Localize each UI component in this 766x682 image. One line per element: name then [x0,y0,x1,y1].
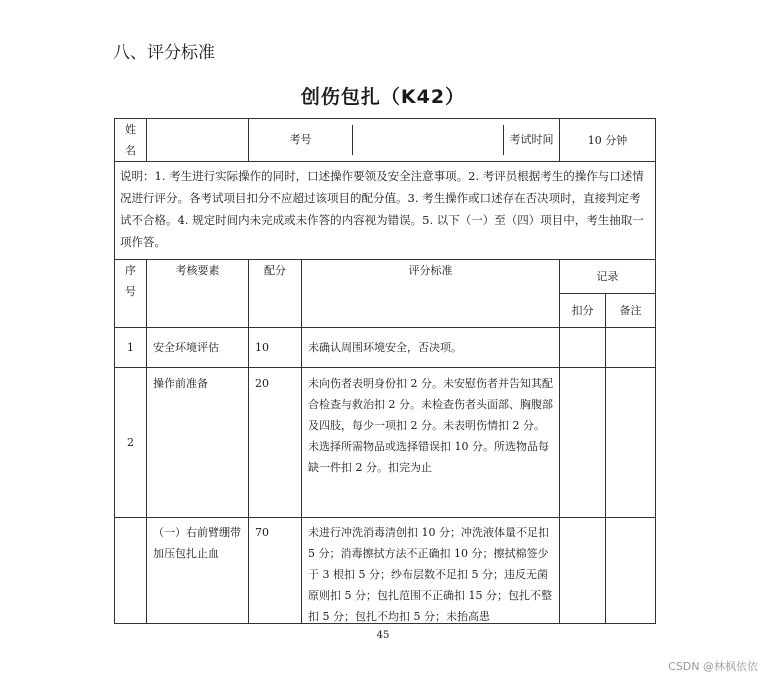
time-label: 考试时间 [509,133,554,146]
row-criteria [302,518,560,624]
row-deduct [560,328,606,368]
row-element: （一）右前臂绷带加压包扎止血 [147,518,249,624]
info-row [115,119,656,162]
row-remark [606,518,656,624]
page-number: 45 [376,630,390,641]
document-title: 创伤包扎（K42） [300,86,466,108]
table-row [115,328,656,368]
row-remark [606,368,656,518]
header-element: 考核要素 [147,260,249,328]
row-points: 10 [249,328,302,368]
row-seq: 2 [115,368,147,518]
header-row [115,260,656,294]
header-points: 配分 [249,260,302,328]
name-label: 姓名 [115,119,147,162]
row-criteria: 未向伤者表明身份扣 2 分。未安慰伤者并告知其配合检查与救治扣 2 分。未检查伤者头面部、胸腹部及四肢，每少一项扣 2 分。未表明伤情扣 2 分。未选择所需物品或选择错误扣 10 分。所选物品每缺一件扣 2 分。扣完为止 [302,368,560,518]
exam-no-label: 考号 [249,125,353,155]
header-record: 记录 [560,260,656,294]
row-seq [115,518,147,624]
row-criteria: 未确认周围环境安全，否决项。 [302,328,560,368]
exam-no-value [353,125,504,155]
time-value: 10 分钟 [560,119,656,162]
section-heading: 八、评分标准 [113,43,215,63]
header-remark: 备注 [606,294,656,328]
exam-no-group [249,119,560,162]
instructions-row [115,162,656,260]
scoring-table [114,118,656,624]
row-points: 20 [249,368,302,518]
row-remark [606,328,656,368]
header-seq: 序号 [115,260,147,328]
instructions-text: 说明：1. 考生进行实际操作的同时，口述操作要领及安全注意事项。2. 考评员根据考生的操作与口述情况进行评分。各考试项目扣分不应超过该项目的配分值。3. 考生操作或口述存在否决项时，直接判定考试不合格。4. 规定时间内未完成或未作答的内容视为错误。5. 以下（一）至（四）项目中，考生抽取一项作答。 [115,162,656,260]
row-element: 安全环境评估 [147,328,249,368]
row-criteria-text: 未进行冲洗消毒清创扣 10 分；冲洗液体量不足扣 5 分；消毒擦拭方法不正确扣 10 分；擦拭棉签少于 3 根扣 5 分；纱布层数不足扣 5 分；违反无菌原则扣 5 分；包扎范围不正确扣 15 分；包扎不整扣 5 分；包扎不均扣 5 分；未抬高患 [308,526,552,623]
name-value [147,119,249,162]
table-row [115,368,656,518]
header-criteria: 评分标准 [302,260,560,328]
watermark: CSDN @林枫依依 [668,660,758,673]
row-element: 操作前准备 [147,368,249,518]
table-row [115,518,656,624]
header-deduct: 扣分 [560,294,606,328]
row-deduct [560,368,606,518]
row-points: 70 [249,518,302,624]
row-seq: 1 [115,328,147,368]
row-deduct [560,518,606,624]
